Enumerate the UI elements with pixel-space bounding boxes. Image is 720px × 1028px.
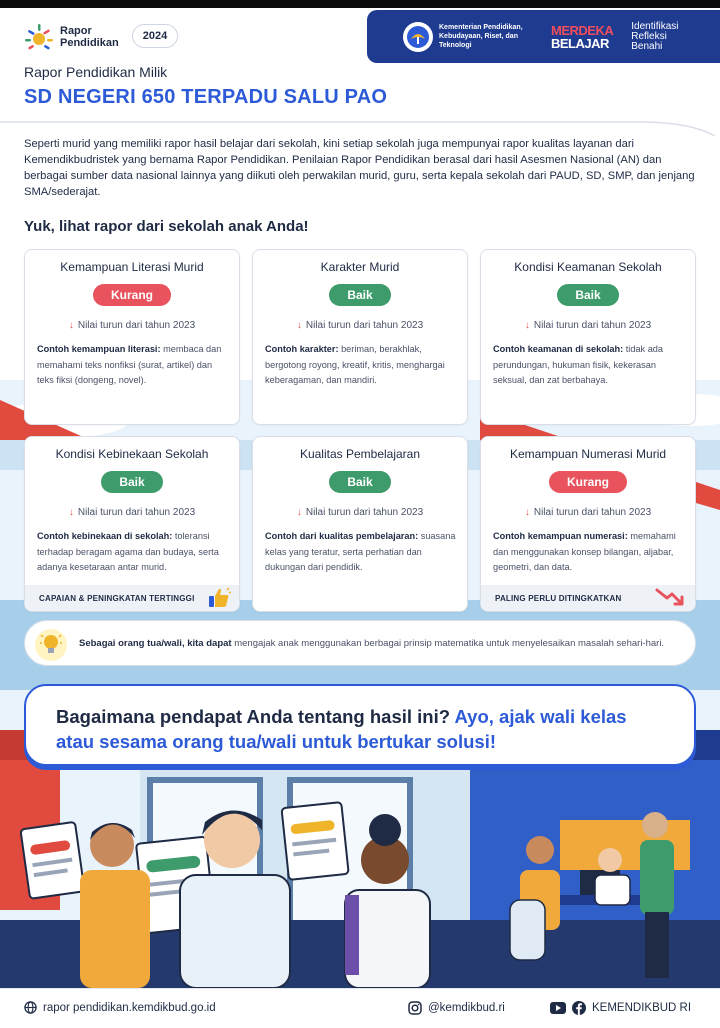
desc-text: beriman, berakhlak, bergotong royong, kreatif, kritis, menghargai keberagaman, dan mandiri.	[265, 344, 445, 385]
rapor-pendidikan-logo	[24, 22, 119, 52]
card-pembelajaran	[252, 436, 468, 612]
merdeka-word: MERDEKA	[551, 22, 614, 38]
card-title: Kemampuan Literasi Murid	[60, 260, 204, 274]
thumbs-up-icon	[207, 587, 231, 609]
card-title: Kondisi Kebinekaan Sekolah	[55, 447, 209, 461]
facebook-icon	[572, 1001, 586, 1015]
arrow-down-icon: ↓	[296, 507, 302, 518]
irb-line3: Benahi	[631, 40, 663, 52]
merdeka-belajar-logo	[551, 24, 613, 50]
desc-bold: Contoh kemampuan literasi:	[37, 344, 161, 354]
desc-bold: Contoh keamanan di sekolah:	[493, 344, 624, 354]
card-description	[37, 342, 229, 389]
desc-text: tidak ada perundungan, hukuman fisik, kekerasan seksual, dan zat berbahaya.	[493, 344, 664, 385]
card-title: Kondisi Keamanan Sekolah	[514, 260, 662, 274]
tip-text	[79, 636, 664, 651]
page-subtitle: Rapor Pendidikan Milik	[24, 64, 168, 80]
card-description	[265, 529, 457, 576]
belajar-word: BELAJAR	[551, 35, 609, 51]
card-title: Kualitas Pembelajaran	[299, 447, 421, 461]
trend-text: Nilai turun dari tahun 2023	[77, 320, 196, 331]
youtube-icon	[550, 1002, 566, 1014]
trend-note	[481, 320, 695, 331]
logo-line1: Rapor	[60, 25, 92, 37]
tip-body: mengajak anak menggunakan berbagai prinsip matematika untuk menyelesaikan masalah sehari-hari.	[231, 637, 665, 649]
meeting-illustration	[490, 800, 720, 988]
irb-line2: Refleksi	[631, 30, 667, 42]
arrow-down-icon: ↓	[524, 320, 530, 331]
logo-text	[60, 25, 119, 49]
header-divider	[0, 118, 720, 138]
highest-achievement-footer	[25, 585, 239, 611]
call-to-action-bubble	[24, 684, 696, 766]
cta-invitation: Ayo, ajak wali kelas atau sesama orang tua/wali untuk bertukar solusi!	[56, 706, 627, 752]
trend-text: Nilai turun dari tahun 2023	[305, 320, 424, 331]
sun-logo-icon	[24, 22, 54, 52]
desc-text: suasana kelas yang teratur, serta perhatian dan dukungan dari pendidik.	[265, 531, 456, 572]
card-keamanan	[480, 249, 696, 425]
instagram-link[interactable]	[408, 1001, 505, 1015]
status-badge: Kurang	[549, 471, 627, 493]
trend-note	[481, 507, 695, 518]
parents-illustration	[0, 800, 470, 988]
youtube-facebook-text: KEMENDIKBUD RI	[592, 1002, 692, 1014]
tut-wuri-handayani-icon	[403, 22, 433, 52]
card-kebinekaan	[24, 436, 240, 612]
card-description	[493, 342, 685, 389]
card-literasi	[24, 249, 240, 425]
card-karakter	[252, 249, 468, 425]
parent-tip	[24, 620, 696, 666]
status-badge: Baik	[329, 284, 391, 306]
website-text: rapor pendidikan.kemdikbud.go.id	[43, 1001, 216, 1014]
intro-paragraph: Seperti murid yang memiliki rapor hasil belajar dari sekolah, kini setiap sekolah juga mempunyai rapor kualitas layanan dari Kemendikbudristek yang bernama Rapor Pendidikan. Penilaian Rapor Pendidikan berasal dari hasil Asesmen Nasional (AN) dan berbagai sumber data nasional lainnya yang diikuti oleh perwakilan murid, guru, serta kepala sekolah dari PAUD, SD, SMP, dan jenjang SMA/sederajat.	[24, 138, 695, 198]
desc-text: memahami dan menggunakan konsep bilangan, aljabar, geometri, dan data.	[493, 531, 676, 572]
card-numerasi	[480, 436, 696, 612]
status-badge: Baik	[101, 471, 163, 493]
desc-bold: Contoh dari kualitas pembelajaran:	[265, 531, 419, 541]
year-badge: 2024	[132, 24, 178, 48]
desc-text: toleransi terhadap beragam agama dan budaya, serta adanya kesetaraan antar murid.	[37, 531, 219, 572]
trend-note	[253, 320, 467, 331]
status-badge: Baik	[329, 471, 391, 493]
trend-note	[253, 507, 467, 518]
arrow-down-icon: ↓	[68, 507, 74, 518]
trend-text: Nilai turun dari tahun 2023	[533, 320, 652, 331]
ministry-banner	[367, 10, 720, 63]
trend-text: Nilai turun dari tahun 2023	[77, 507, 196, 518]
school-name: SD NEGERI 650 TERPADU SALU PAO	[24, 86, 388, 108]
youtube-facebook-link[interactable]	[550, 1001, 691, 1015]
globe-icon	[24, 1001, 37, 1014]
instagram-icon	[408, 1001, 422, 1015]
arrow-down-icon: ↓	[296, 320, 302, 331]
top-bar	[0, 0, 720, 8]
desc-bold: Contoh karakter:	[265, 344, 339, 354]
card-title: Kemampuan Numerasi Murid	[509, 447, 667, 461]
desc-text: membaca dan memahami teks nonfiksi (surat, artikel) dan teks fiksi (dongeng, novel).	[37, 344, 222, 385]
page-footer	[0, 988, 720, 1028]
footer-label: CAPAIAN & PENINGKATAN TERTINGGI	[39, 593, 195, 603]
card-description	[37, 529, 229, 576]
cta-question: Bagaimana pendapat Anda tentang hasil ini?	[56, 706, 455, 727]
card-title: Karakter Murid	[320, 260, 400, 274]
trend-note	[25, 320, 239, 331]
trend-text: Nilai turun dari tahun 2023	[305, 507, 424, 518]
trend-note	[25, 507, 239, 518]
irb-logo	[631, 22, 678, 52]
ministry-name: Kementerian Pendidikan, Kebudayaan, Riset, dan Teknologi	[439, 24, 523, 49]
card-description	[493, 529, 685, 576]
most-needs-improvement-footer	[481, 585, 695, 611]
section-title: Yuk, lihat rapor dari sekolah anak Anda!	[24, 218, 309, 235]
instagram-text: @kemdikbud.ri	[428, 1002, 505, 1014]
website-link[interactable]	[24, 1001, 216, 1014]
irb-line1: Identifikasi	[631, 20, 679, 32]
status-badge: Baik	[557, 284, 619, 306]
trend-down-icon	[655, 587, 685, 609]
status-badge: Kurang	[93, 284, 171, 306]
trend-text: Nilai turun dari tahun 2023	[533, 507, 652, 518]
logo-line2: Pendidikan	[60, 37, 119, 49]
arrow-down-icon: ↓	[68, 320, 74, 331]
arrow-down-icon: ↓	[524, 507, 530, 518]
desc-bold: Contoh kemampuan numerasi:	[493, 531, 628, 541]
card-description	[265, 342, 457, 389]
tip-bold: Sebagai orang tua/wali, kita dapat	[79, 637, 232, 649]
lightbulb-icon	[35, 629, 67, 661]
desc-bold: Contoh kebinekaan di sekolah:	[37, 531, 173, 541]
footer-label: PALING PERLU DITINGKATKAN	[495, 593, 622, 603]
